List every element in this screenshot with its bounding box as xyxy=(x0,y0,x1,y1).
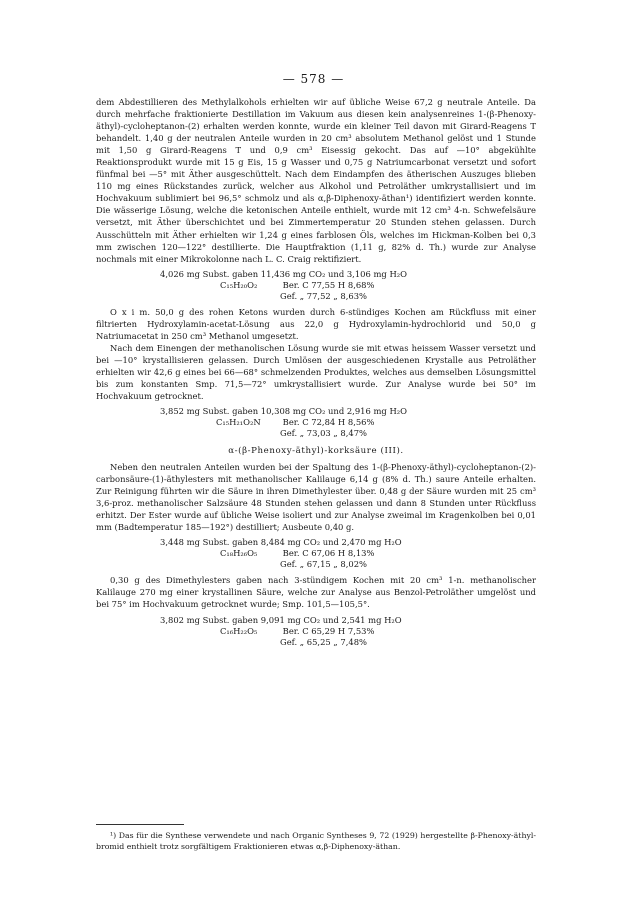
paragraph: dem Abdestillieren des Methylalkohols erhielten wir auf übliche Weise 67,2 g neutrale Anteile. Da durch mehrfache fraktionierte Destillation im Vakuum aus diesen kein analysenreines 1-(β-Phenoxy-äthyl)-cycloheptanon-(2) erhalten werden konnte, wurde ein kleiner Teil davon mit Girard-Reagens T behandelt. 1,40 g der neutralen Anteile wurden in 20 cm³ absolutem Methanol gelöst und 1 Stunde mit 1,50 g Girard-Reagens T und 0,9 cm³ Eisessig gekocht. Das auf —10° abgekühlte Reaktionsprodukt wurde mit 15 g Eis, 15 g Wasser und 0,75 g Natriumcarbonat versetzt und sofort fünfmal bei —5° mit Äther ausgeschüttelt. Nach dem Eindampfen des ätherischen Auszuges blieben 110 mg eines Rückstandes zurück, welcher aus Alkohol und Petroläther umkrystallisiert und im Hochvakuum sublimiert bei 96,5° schmolz und als α,β-Diphenoxy-äthan¹) identifiziert werden konnte. Die wässerige Lösung, welche die ketonischen Anteile enthielt, wurde mit 12 cm³ 4-n. Schwefelsäure versetzt, mit Äther überschichtet und bei Zimmertemperatur 20 Stunden stehen gelassen. Durch Ausschütteln mit Äther erhielten wir 1,24 g eines farblosen Öls, welches im Hickman-Kolben bei 0,3 mm zwischen 120—122° destillierte. Die Hauptfraktion (1,11 g, 82% d. Th.) wurde zur Analyse nochmals mit einer Mikrokolonne nach L. C. Craig rektifiziert. xyxy=(96,97,536,264)
elemental-analysis xyxy=(96,537,536,570)
section-heading: α-(β-Phenoxy-äthyl)-korksäure (III). xyxy=(228,446,404,457)
paragraph: Neben den neutralen Anteilen wurden bei der Spaltung des 1-(β-Phenoxy-äthyl)-cycloheptanon-(2)-carbonsäure-(1)-äthylesters mit methanolischer Kalilauge 6,14 g (8% d. Th.) saure Anteile erhalten. Zur Reinigung führten wir die Säure in ihren Dimethylester über. 0,48 g der Säure wurden mit 25 cm³ 3,6-proz. methanolischer Salzsäure 48 Stunden stehen gelassen und dann 8 Stunden unter Rückfluss erhitzt. Der Ester wurde auf übliche Weise isoliert und zur Analyse zweimal im Kragenkolben bei 0,01 mm (Badtemperatur 185—192°) destilliert; Ausbeute 0,40 g. xyxy=(96,462,536,533)
analysis-measurement: 3,448 mg Subst. gaben 8,484 mg CO₂ und 2,470 mg H₂O xyxy=(160,537,402,548)
paragraph: 0,30 g des Dimethylesters gaben nach 3-stündigem Kochen mit 20 cm³ 1-n. methanolischer Kalilauge 270 mg einer krystallinen Säure, welche zur Analyse aus Benzol-Petroläther umgelöst und bei 75° im Hochvakuum getrocknet wurde; Smp. 101,5—105,5°. xyxy=(96,575,536,610)
body-text xyxy=(96,96,536,652)
calculated-values: Ber. C 65,29 H 7,53% xyxy=(282,625,375,636)
molecular-formula: C₁₅H₂₀O₂ xyxy=(220,279,258,290)
analysis-measurement: 3,852 mg Subst. gaben 10,308 mg CO₂ und 2,916 mg H₂O xyxy=(160,406,407,417)
footnote-divider xyxy=(96,824,184,825)
found-values: Gef. „ 77,52 „ 8,63% xyxy=(280,290,368,301)
found-values: Gef. „ 67,15 „ 8,02% xyxy=(280,559,368,570)
elemental-analysis xyxy=(96,406,536,439)
footnote: ¹) Das für die Synthese verwendete und nach Organic Syntheses 9, 72 (1929) hergestellte β-Phenoxy-äthyl-bromid enthielt trotz sorgfältigem Fraktionieren etwas α,β-Diphenoxy-äthan. xyxy=(96,831,536,851)
molecular-formula: C₁₅H₂₁O₂N xyxy=(216,417,261,428)
found-values: Gef. „ 73,03 „ 8,47% xyxy=(280,428,368,439)
molecular-formula: C₁₈H₂₆O₅ xyxy=(220,548,258,559)
paragraph: O x i m. 50,0 g des rohen Ketons wurden durch 6-stündiges Kochen am Rückfluss mit einer filtrierten Hydroxylamin-acetat-Lösung aus 22,0 g Hydroxylamin-hydrochlorid und 50,0 g Natriumacetat in 250 cm³ Methanol umgesetzt. xyxy=(96,306,536,341)
elemental-analysis xyxy=(96,269,536,302)
paragraph: Nach dem Einengen der methanolischen Lösung wurde sie mit etwas heissem Wasser versetzt und bei —10° krystallisieren gelassen. Durch Umlösen der ausgeschiedenen Krystalle aus Petroläther erhielten wir 42,6 g eines bei 66—68° schmelzenden Produktes, welches aus demselben Lösungsmittel bis zum konstanten Smp. 71,5—72° umkrystallisiert wurde. Zur Analyse wurde bei 50° im Hochvakuum getrocknet. xyxy=(96,342,536,401)
page-number: — 578 — xyxy=(282,72,345,86)
calculated-values: Ber. C 72,84 H 8,56% xyxy=(282,417,375,428)
analysis-measurement: 3,802 mg Subst. gaben 9,091 mg CO₂ und 2,541 mg H₂O xyxy=(160,614,402,625)
calculated-values: Ber. C 67,06 H 8,13% xyxy=(282,548,375,559)
calculated-values: Ber. C 77,55 H 8,68% xyxy=(282,279,375,290)
molecular-formula: C₁₆H₂₂O₅ xyxy=(220,625,258,636)
analysis-measurement: 4,026 mg Subst. gaben 11,436 mg CO₂ und 3,106 mg H₂O xyxy=(160,268,407,279)
elemental-analysis xyxy=(96,615,536,648)
found-values: Gef. „ 65,25 „ 7,48% xyxy=(280,636,368,647)
